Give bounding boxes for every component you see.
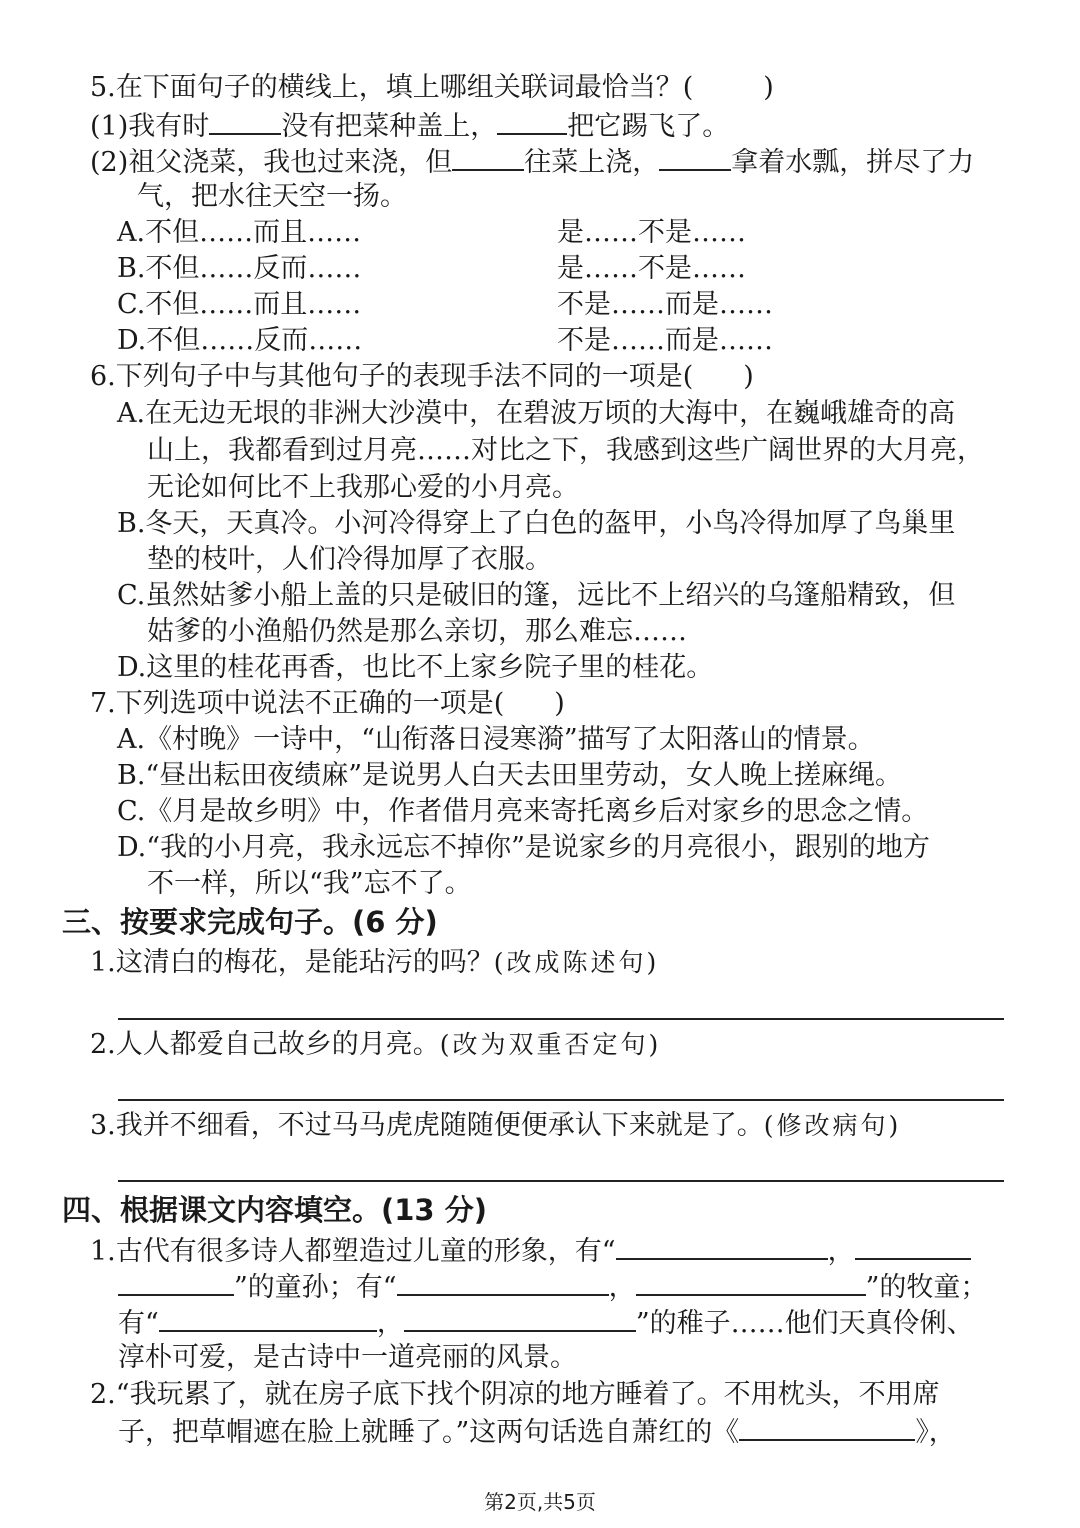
- q5-option-b: B.不但……反而……: [117, 253, 362, 284]
- q6-option-a-line1: A.在无边无垠的非洲大沙漠中，在碧波万顷的大海中，在巍峨雄奇的高: [117, 398, 956, 429]
- q6-option-a-line2: 山上，我都看到过月亮……对比之下，我感到这些广阔世界的大月亮，: [147, 435, 984, 466]
- q6-stem-close: ): [743, 361, 754, 392]
- s3-item-1-text: 1.这清白的梅花，是能玷污的吗？: [90, 947, 494, 978]
- s4-q1-blank-3[interactable]: [397, 1268, 609, 1296]
- q5-option-c-right: 不是……而是……: [557, 289, 773, 320]
- s4-q1-line2: [118, 1268, 987, 1306]
- q6-option-b-line2: 垫的枝叶，人们冷得加厚了衣服。: [147, 544, 552, 575]
- s4-q2-part-b: 子，把草帽遮在脸上就睡了。”这两句话选自萧红的《: [118, 1417, 740, 1448]
- s3-item-3-answer-line[interactable]: [118, 1180, 1004, 1182]
- s4-q2-blank[interactable]: [739, 1413, 915, 1441]
- s3-item-1-note: (改成陈述句): [493, 948, 660, 977]
- q6-option-b-line1: B.冬天，天真冷。小河冷得穿上了白色的盔甲，小鸟冷得加厚了鸟巢里: [117, 508, 956, 539]
- s3-item-3-note: (修改病句): [763, 1111, 902, 1140]
- s3-item-2-note: (改为双重否定句): [439, 1030, 662, 1059]
- s4-q1-line3: [118, 1304, 974, 1342]
- s4-q1-part-d: ”的牧童；: [865, 1272, 988, 1303]
- s4-q1-part-f: ，: [376, 1308, 404, 1339]
- s4-q1-part-e: 有“: [118, 1308, 159, 1339]
- q5-s2-part-c: 拿着水瓢，拼尽了力: [731, 147, 975, 178]
- q7-option-d-line1: D.“我的小月亮，我永远忘不掉你”是说家乡的月亮很小，跟别的地方: [117, 832, 930, 863]
- s4-q1-blank-5[interactable]: [159, 1304, 377, 1332]
- q6-option-c-line1: C.虽然姑爹小船上盖的只是破旧的篷，远比不上绍兴的乌篷船精致，但: [117, 580, 956, 611]
- q5-s1-part-c: 把它踢飞了。: [567, 111, 730, 142]
- q6-option-a-line3: 无论如何比不上我那心爱的小月亮。: [147, 472, 579, 503]
- q5-option-a: A.不但……而且……: [117, 217, 362, 248]
- q5-stem: [90, 70, 774, 106]
- q7-option-c: C.《月是故乡明》中，作者借月亮来寄托离乡后对家乡的思念之情。: [117, 796, 929, 827]
- q5-s1-part-b: 没有把菜种盖上，: [281, 111, 498, 142]
- q5-stem-close: ): [763, 72, 774, 103]
- s4-q2-part-c: 》，: [915, 1417, 956, 1448]
- s3-item-2: [90, 1027, 661, 1063]
- s4-q1-comma: ，: [827, 1236, 855, 1267]
- q5-s2-blank-1[interactable]: [452, 143, 524, 171]
- s4-q1-part-g: ”的稚子……他们天真伶俐、: [635, 1308, 974, 1339]
- s3-item-1: [90, 945, 659, 981]
- s4-q1-blank-2a[interactable]: [855, 1232, 971, 1260]
- q5-stem-text: 5.在下面句子的横线上，填上哪组关联词最恰当？(: [90, 72, 694, 103]
- q5-option-d: D.不但……反而……: [117, 325, 363, 356]
- q7-option-b: B.“昼出耘田夜绩麻”是说男人白天去田里劳动，女人晚上搓麻绳。: [117, 760, 903, 791]
- section3-title: 三、按要求完成句子。(6 分): [62, 905, 438, 939]
- s4-q1-part-a: 1.古代有很多诗人都塑造过儿童的形象，有“: [90, 1236, 616, 1267]
- s4-q1-line1: [90, 1232, 971, 1270]
- q7-option-d-line2: 不一样，所以“我”忘不了。: [147, 868, 472, 899]
- s3-item-3: [90, 1108, 901, 1144]
- page-footer: 第2页,共5页: [484, 1490, 596, 1514]
- q7-stem: [90, 686, 565, 722]
- q7-option-a: A.《村晚》一诗中，“山衔落日浸寒漪”描写了太阳落山的情景。: [117, 724, 875, 755]
- s3-item-3-text: 3.我并不细看，不过马马虎虎随随便便承认下来就是了。: [90, 1110, 764, 1141]
- s4-q1-part-b: ”的童孙；有“: [234, 1272, 397, 1303]
- q6-option-c-line2: 姑爹的小渔船仍然是那么亲切，那么难忘……: [147, 616, 687, 647]
- q5-sentence-2: [90, 143, 974, 181]
- q6-stem-text: 6.下列句子中与其他句子的表现手法不同的一项是(: [90, 361, 694, 392]
- q5-s1-blank-1[interactable]: [209, 107, 281, 135]
- q6-option-d: D.这里的桂花再香，也比不上家乡院子里的桂花。: [117, 652, 714, 683]
- s4-q1-blank-1[interactable]: [616, 1232, 828, 1260]
- q5-option-d-right: 不是……而是……: [557, 325, 773, 356]
- s4-q1-blank-2b[interactable]: [118, 1268, 234, 1296]
- q5-option-c: C.不但……而且……: [117, 289, 362, 320]
- s4-q1-blank-6[interactable]: [404, 1304, 636, 1332]
- s3-item-2-text: 2.人人都爱自己故乡的月亮。: [90, 1029, 440, 1060]
- s4-q2-line2: [118, 1413, 956, 1451]
- q7-stem-close: ): [554, 688, 565, 719]
- s4-q1-blank-4[interactable]: [636, 1268, 866, 1296]
- s4-q2-line1: 2.“我玩累了，就在房子底下找个阴凉的地方睡着了。不用枕头，不用席: [90, 1379, 940, 1410]
- q5-option-b-right: 是……不是……: [557, 253, 746, 284]
- s3-item-1-answer-line[interactable]: [118, 1018, 1004, 1020]
- q5-s2-part-b: 往菜上浇，: [524, 147, 660, 178]
- s4-q1-line4: 淳朴可爱，是古诗中一道亮丽的风景。: [118, 1342, 577, 1373]
- q6-stem: [90, 359, 754, 395]
- s4-q1-part-c: ，: [608, 1272, 636, 1303]
- q5-s2-blank-2[interactable]: [659, 143, 731, 171]
- q5-s2-part-a: (2)祖父浇菜，我也过来浇，但: [90, 147, 453, 178]
- s3-item-2-answer-line[interactable]: [118, 1099, 1004, 1101]
- q5-s1-part-a: (1)我有时: [90, 111, 210, 142]
- q5-sentence-2-cont: 气，把水往天空一扬。: [137, 181, 407, 212]
- q5-sentence-1: [90, 107, 729, 145]
- section4-title: 四、根据课文内容填空。(13 分): [62, 1193, 487, 1227]
- q7-stem-text: 7.下列选项中说法不正确的一项是(: [90, 688, 505, 719]
- q5-option-a-right: 是……不是……: [557, 217, 746, 248]
- q5-s1-blank-2[interactable]: [497, 107, 567, 135]
